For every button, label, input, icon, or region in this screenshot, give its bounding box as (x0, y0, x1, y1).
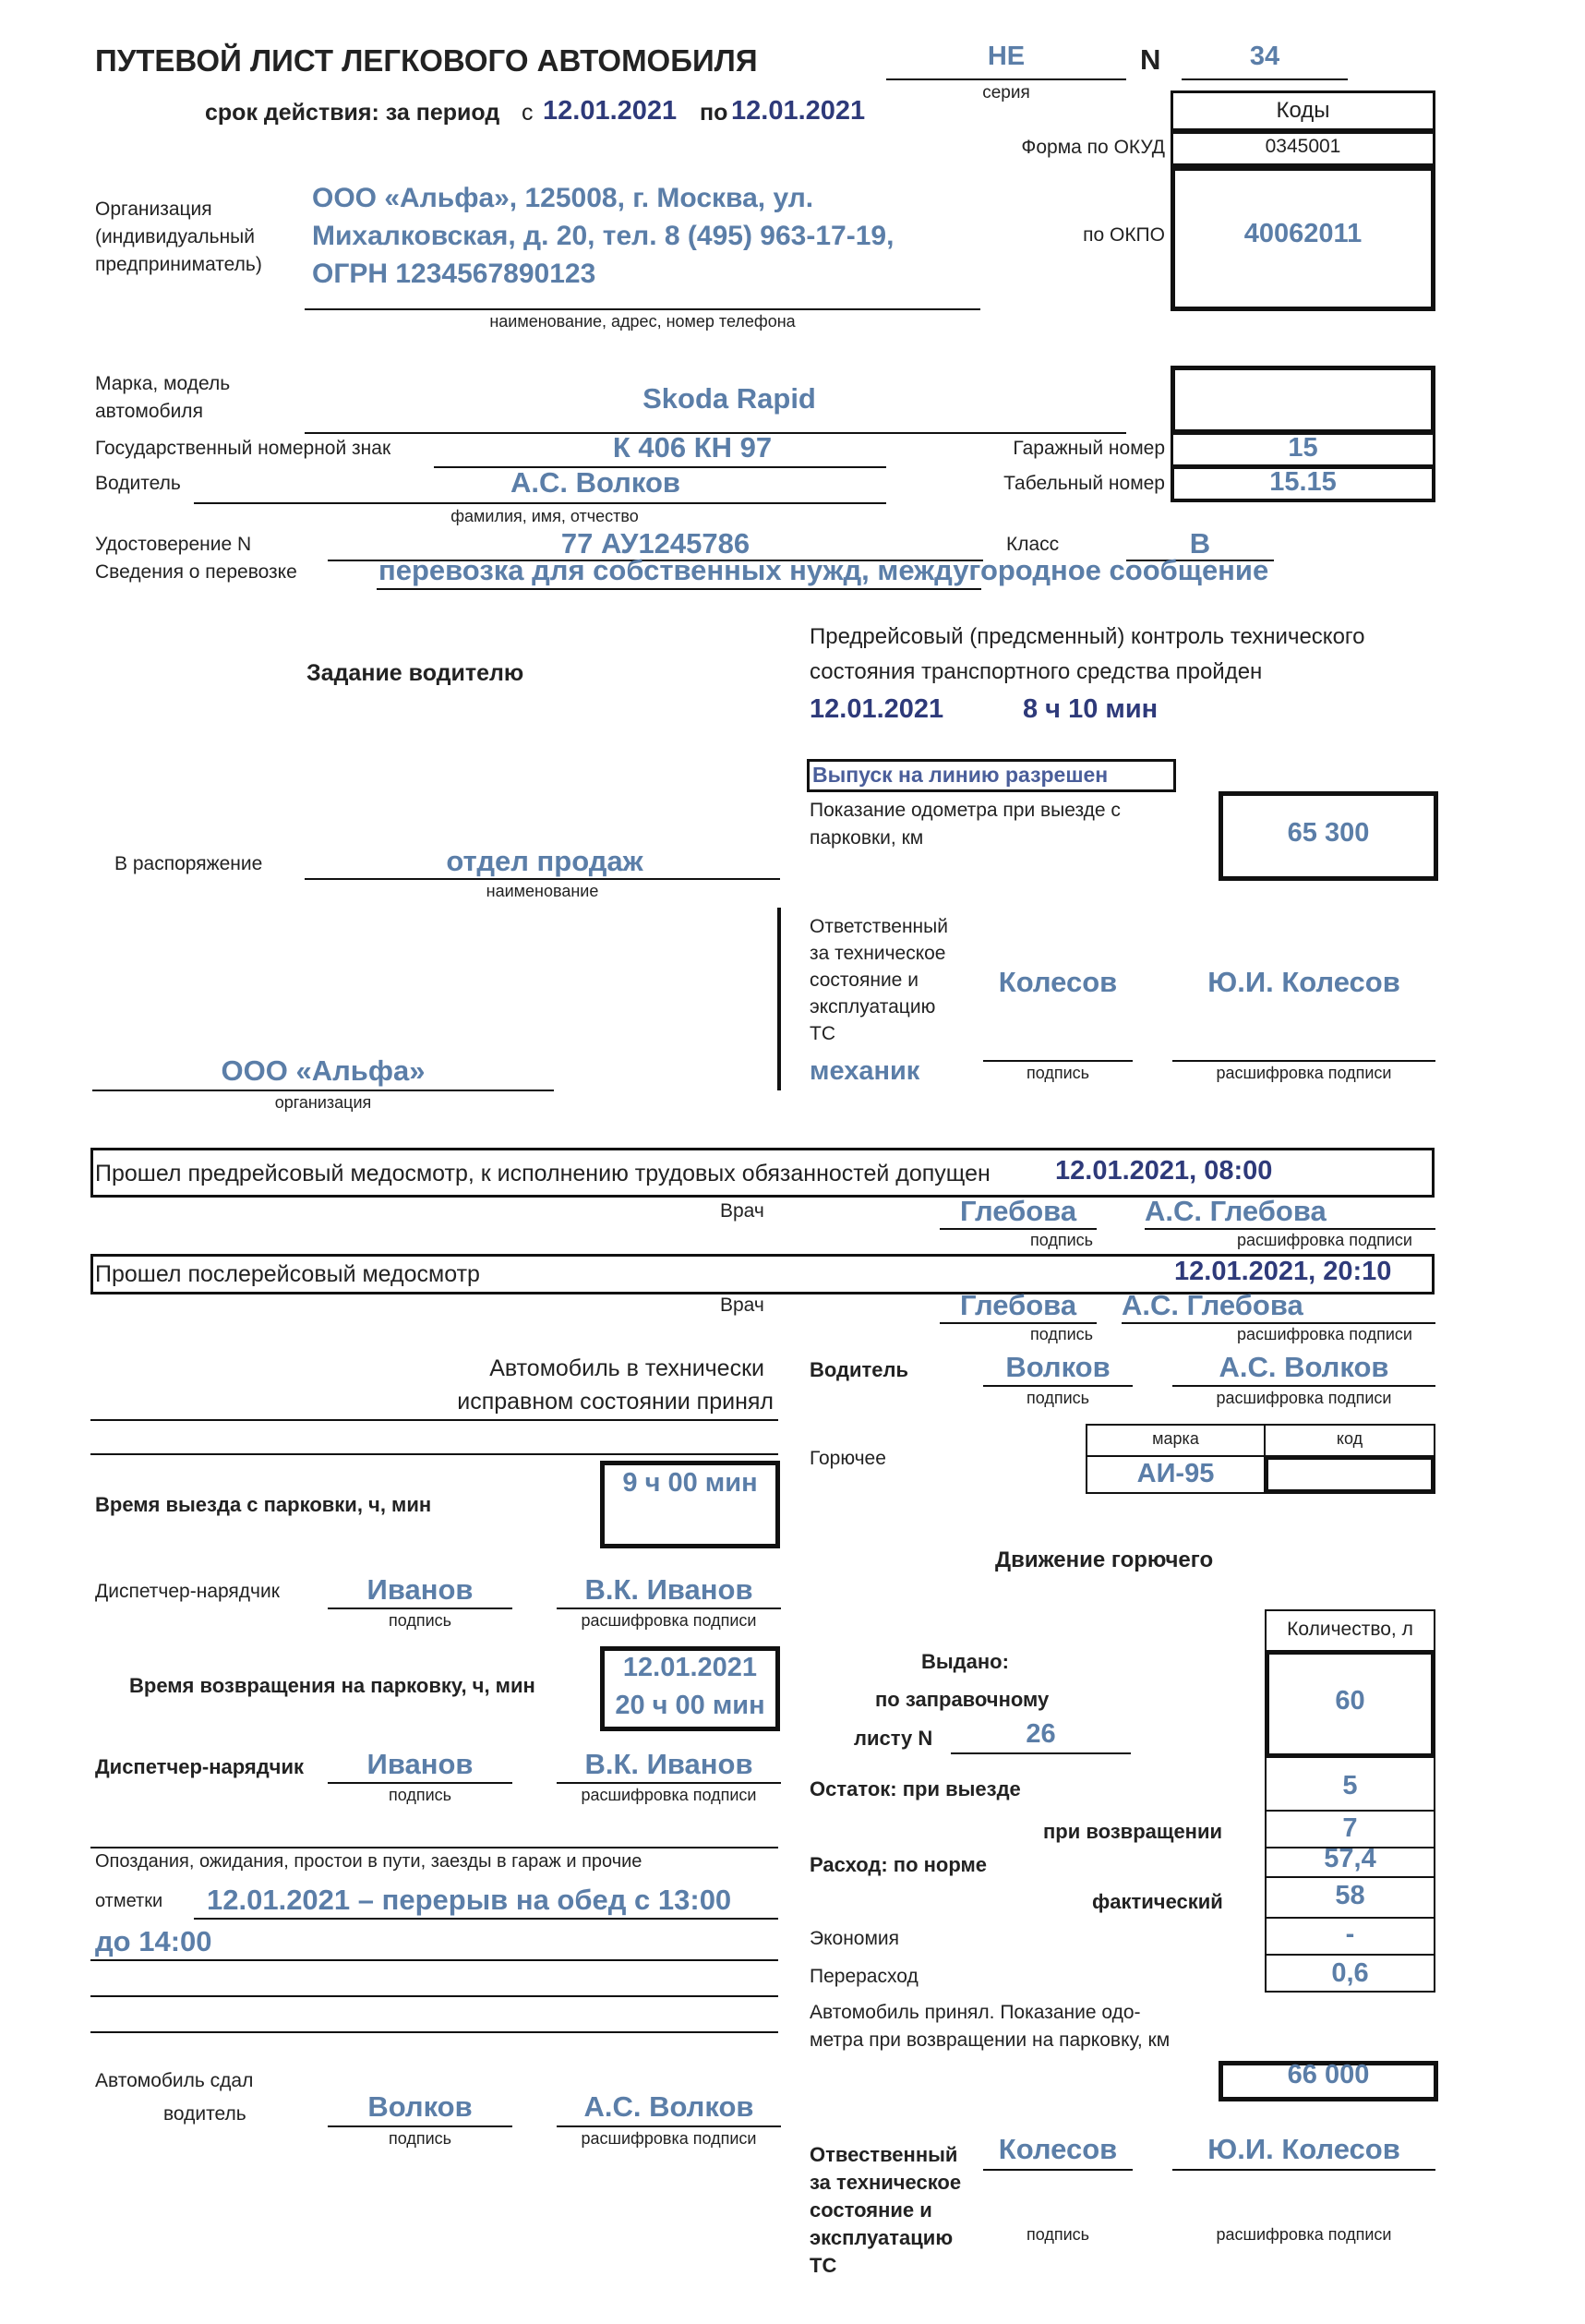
odometer-out-label-1: Показание одометра при выезде с (810, 800, 1121, 821)
notes-line-1 (194, 1918, 778, 1920)
series-caption: серия (982, 83, 1030, 102)
accept-line-2 (90, 1453, 778, 1455)
fuel-code-header: код (1336, 1429, 1363, 1448)
handover-name: А.С. Волков (583, 2090, 754, 2123)
resp-line-2: за техническое (810, 943, 946, 964)
plate-label: Государственный номерной знак (95, 438, 391, 459)
final-decode-line (1172, 2169, 1435, 2171)
fuel-code-cell (1264, 1455, 1435, 1494)
economy-label: Экономия (810, 1928, 900, 1949)
return-label: Время возвращения на парковку, ч, мин (129, 1674, 535, 1697)
notes-text-1: 12.01.2021 – перерыв на обед с 13:00 (207, 1884, 732, 1916)
disposal-caption: наименование (486, 882, 599, 900)
handover-decode-caption: расшифровка подписи (581, 2129, 757, 2148)
handover-decode-line (557, 2125, 781, 2127)
dispatcher-signature-2: Иванов (366, 1748, 474, 1780)
issued-value: 60 (1335, 1686, 1365, 1716)
doctor-name-1: А.С. Глебова (1145, 1195, 1327, 1227)
dispatcher-sign-caption-1: подпись (388, 1611, 452, 1630)
org-caption: наименование, адрес, номер телефона (489, 312, 796, 331)
class-value: В (1189, 527, 1211, 560)
dispatcher-decode-caption-1: расшифровка подписи (581, 1611, 757, 1630)
economy-value: - (1345, 1920, 1355, 1949)
okud-label: Форма по ОКУД (1021, 137, 1165, 158)
handover-label-1: Автомобиль сдал (95, 2070, 254, 2091)
number-label: N (1140, 43, 1161, 76)
final-decode-caption: расшифровка подписи (1216, 2225, 1392, 2244)
transport-underline (377, 588, 981, 590)
fuel-label: Горючее (810, 1448, 886, 1469)
remain-in-label: при возвращении (1043, 1820, 1223, 1843)
station-label-2: листу N (854, 1727, 933, 1750)
precheck-signature: Колесов (998, 966, 1118, 998)
precheck-time: 8 ч 10 мин (1023, 694, 1159, 724)
transport-value: перевозка для собственных нужд, междугородное сообщение (378, 554, 1269, 586)
task-title: Задание водителю (306, 660, 524, 686)
dispatcher-sign-line-1 (328, 1608, 512, 1609)
model-label-1: Марка, модель (95, 373, 231, 394)
notes-top-line (90, 1847, 778, 1848)
departure-label: Время выезда с парковки, ч, мин (95, 1493, 432, 1516)
final-sign-caption: подпись (1026, 2225, 1090, 2244)
accept-text-1: Автомобиль в технически (489, 1355, 764, 1381)
notes-line-2 (90, 1959, 778, 1961)
precheck-text-1: Предрейсовый (предсменный) контроль технического (810, 624, 1365, 649)
notes-text-2: до 14:00 (95, 1925, 212, 1957)
dispatcher-label-1: Диспетчер-нарядчик (95, 1581, 280, 1602)
precheck-sign-caption: подпись (1026, 1064, 1090, 1082)
accept-odometer-label-2: метра при возвращении на парковку, км (810, 2029, 1171, 2051)
accept-driver-signature: Волков (1005, 1351, 1111, 1383)
qty-header: Количество, л (1287, 1619, 1413, 1640)
doctor-label-2: Врач (720, 1294, 764, 1316)
final-signature: Колесов (998, 2133, 1118, 2165)
disposal-underline (305, 878, 780, 880)
fuel-brand-header: марка (1152, 1429, 1199, 1448)
date-to: 12.01.2021 (731, 96, 866, 126)
dispatcher-decode-line-1 (557, 1608, 781, 1609)
final-signature-name: Ю.И. Колесов (1207, 2133, 1400, 2165)
org-label-1: Организация (95, 199, 212, 220)
resp-line-1: Ответственный (810, 916, 948, 937)
station-sheet-value: 26 (1026, 1719, 1056, 1749)
precheck-signature-name: Ю.И. Колесов (1207, 966, 1400, 998)
notes-label-1: Опоздания, ожидания, простои в пути, заезды в гараж и прочие (95, 1851, 642, 1872)
okpo-label: по ОКПО (1083, 224, 1165, 246)
number-underline (1182, 78, 1348, 80)
norm-value: 57,4 (1324, 1844, 1376, 1873)
date-from: 12.01.2021 (543, 96, 678, 126)
final-resp-line-5: ТС (810, 2254, 837, 2277)
disposal-label: В распоряжение (114, 853, 263, 874)
org-label-2: (индивидуальный (95, 226, 256, 247)
garage-value: 15 (1288, 433, 1318, 463)
dispatcher-label-2: Диспетчер-нарядчик (95, 1755, 304, 1778)
plate-value: К 406 КН 97 (612, 431, 773, 464)
medical-post-text: Прошел послерейсовый медосмотр (95, 1261, 480, 1287)
class-label: Класс (1006, 534, 1060, 555)
doctor-label-1: Врач (720, 1200, 764, 1222)
fuel-movement-title: Движение горючего (995, 1547, 1214, 1572)
model-label-2: автомобиля (95, 401, 203, 422)
accept-text-2: исправном состоянии принял (457, 1389, 774, 1415)
series-value: НЕ (987, 42, 1026, 71)
org-value-2: Михалковская, д. 20, тел. 8 (495) 963-17-19, (312, 221, 895, 251)
tab-value: 15.15 (1269, 467, 1337, 497)
final-sign-line (983, 2169, 1133, 2171)
doctor-sign-caption-1: подпись (1029, 1231, 1094, 1249)
dispatcher-name-1: В.К. Иванов (584, 1573, 753, 1606)
medical-pre-text: Прошел предрейсовый медосмотр, к исполнению трудовых обязанностей допущен (95, 1161, 991, 1186)
handover-sign-caption: подпись (388, 2129, 452, 2148)
release-text: Выпуск на линию разрешен (812, 763, 1109, 787)
dispatcher-signature-1: Иванов (366, 1573, 474, 1606)
actual-value: 58 (1335, 1881, 1365, 1910)
dispatcher-sign-line-2 (328, 1782, 512, 1784)
org-underline (305, 308, 980, 310)
driver-label: Водитель (95, 473, 181, 494)
final-resp-line-4: эксплуатацию (810, 2226, 954, 2249)
dispatcher-decode-line-2 (557, 1782, 781, 1784)
precheck-sign-line (983, 1060, 1133, 1062)
document-title: ПУТЕВОЙ ЛИСТ ЛЕГКОВОГО АВТОМОБИЛЯ (95, 43, 758, 78)
doctor-sign-caption-2: подпись (1029, 1325, 1094, 1343)
doctor-sign-line-1 (940, 1228, 1097, 1230)
final-resp-line-2: за техническое (810, 2171, 962, 2194)
station-sheet-line (951, 1752, 1131, 1754)
vehicle-codes-top (1171, 366, 1435, 434)
dispatcher-decode-caption-2: расшифровка подписи (581, 1786, 757, 1804)
accept-driver-decode-caption: расшифровка подписи (1216, 1389, 1392, 1407)
task-org-caption: организация (274, 1093, 372, 1112)
notes-line-4 (90, 2031, 778, 2033)
accept-driver-sign-caption: подпись (1026, 1389, 1090, 1407)
doctor-decode-line-1 (1145, 1228, 1435, 1230)
doctor-signature-2: Глебова (959, 1289, 1077, 1321)
driver-value: А.С. Волков (510, 466, 680, 499)
final-resp-line-3: состояние и (810, 2198, 932, 2222)
task-org-value: ООО «Альфа» (221, 1054, 426, 1087)
okud-value: 0345001 (1265, 136, 1341, 157)
accept-driver-label: Водитель (810, 1358, 909, 1381)
dispatcher-sign-caption-2: подпись (388, 1786, 452, 1804)
overrun-value: 0,6 (1331, 1958, 1369, 1988)
station-label-1: по заправочному (875, 1688, 1050, 1711)
resp-line-4: эксплуатацию (810, 996, 936, 1018)
tab-label: Табельный номер (1003, 473, 1165, 494)
okpo-value: 40062011 (1243, 219, 1363, 248)
doctor-decode-line-2 (1122, 1322, 1435, 1324)
accept-line-1 (90, 1419, 778, 1421)
notes-line-3 (90, 1995, 778, 1997)
transport-label: Сведения о перевозке (95, 561, 297, 583)
validity-label: срок действия: за период (205, 100, 500, 126)
notes-label-2: отметки (95, 1891, 163, 1911)
medical-pre-datetime: 12.01.2021, 08:00 (1055, 1156, 1273, 1186)
disposal-value: отдел продаж (446, 845, 643, 877)
dispatcher-name-2: В.К. Иванов (584, 1748, 753, 1780)
resp-role: механик (810, 1056, 920, 1086)
number-value: 34 (1249, 42, 1280, 71)
odometer-out-label-2: парковки, км (810, 827, 924, 849)
garage-label: Гаражный номер (1013, 438, 1165, 459)
accept-driver-name: А.С. Волков (1219, 1351, 1389, 1383)
task-divider (777, 908, 781, 1090)
precheck-text-2: состояния транспортного средства пройден (810, 659, 1263, 684)
final-resp-line-1: Отвественный (810, 2143, 958, 2166)
departure-time: 9 ч 00 мин (622, 1468, 758, 1498)
to-label: по (700, 100, 728, 126)
precheck-decode-line (1172, 1060, 1435, 1062)
license-label: Удостоверение N (95, 534, 252, 555)
issued-label: Выдано: (921, 1650, 1009, 1673)
accept-driver-decode-line (1172, 1385, 1435, 1387)
license-value: 77 АУ1245786 (560, 527, 750, 560)
doctor-signature-1: Глебова (959, 1195, 1077, 1227)
actual-label: фактический (1092, 1890, 1223, 1913)
handover-signature: Волков (367, 2090, 473, 2123)
fuel-brand-value: АИ-95 (1136, 1459, 1215, 1488)
doctor-decode-caption-1: расшифровка подписи (1237, 1231, 1412, 1249)
org-value-3: ОГРН 1234567890123 (312, 259, 596, 289)
return-time: 20 ч 00 мин (615, 1691, 765, 1720)
handover-label-2: водитель (163, 2103, 246, 2125)
resp-line-5: ТС (810, 1023, 835, 1044)
remain-in-value: 7 (1342, 1813, 1358, 1843)
org-label-3: предприниматель) (95, 254, 262, 275)
odometer-out-value: 65 300 (1287, 818, 1370, 848)
series-underline (886, 78, 1126, 80)
accept-odometer-label-1: Автомобиль принял. Показание одо- (810, 2002, 1141, 2023)
medical-post-datetime: 12.01.2021, 20:10 (1174, 1257, 1392, 1286)
precheck-date: 12.01.2021 (810, 694, 944, 724)
org-value-1: ООО «Альфа», 125008, г. Москва, ул. (312, 183, 814, 213)
doctor-decode-caption-2: расшифровка подписи (1237, 1325, 1412, 1343)
doctor-sign-line-2 (940, 1322, 1097, 1324)
driver-caption: фамилия, имя, отчество (450, 507, 639, 525)
doctor-name-2: А.С. Глебова (1122, 1289, 1303, 1321)
remain-out-label: Остаток: при выезде (810, 1777, 1021, 1800)
precheck-decode-caption: расшифровка подписи (1216, 1064, 1392, 1082)
overrun-label: Перерасход (810, 1966, 919, 1987)
from-label: с (522, 100, 534, 126)
model-value: Skoda Rapid (642, 382, 816, 415)
return-date: 12.01.2021 (622, 1653, 758, 1682)
remain-out-value: 5 (1342, 1771, 1358, 1800)
accept-driver-sign-line (983, 1385, 1133, 1387)
driver-underline (194, 502, 886, 504)
norm-label: Расход: по норме (810, 1853, 988, 1876)
odometer-in-value: 66 000 (1287, 2060, 1370, 2089)
handover-sign-line (328, 2125, 512, 2127)
resp-line-3: состояние и (810, 969, 919, 991)
task-org-underline (92, 1090, 554, 1091)
codes-header: Коды (1276, 98, 1330, 123)
